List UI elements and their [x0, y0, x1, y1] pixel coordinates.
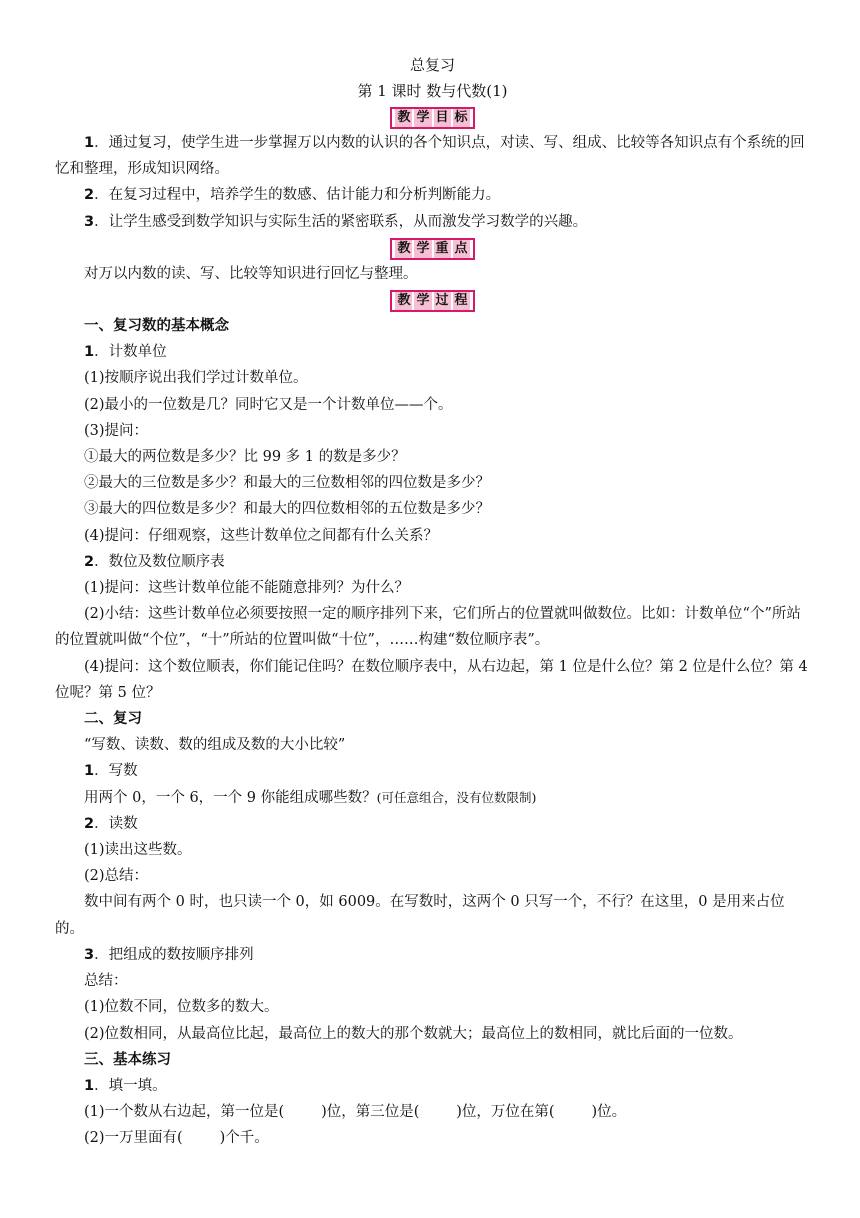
subsection-label: ．数位及数位顺序表 [94, 553, 225, 570]
write-task: 用两个 0，一个 6，一个 9 你能组成哪些数？ [84, 789, 377, 806]
badge-char: 过 [435, 293, 449, 309]
objective-text: ．通过复习，使学生进一步掌握万以内数的认识的各个知识点，对读、写、组成、比较等各知识点有个系统的回忆和整理，形成知识网络。 [55, 135, 805, 178]
subsection-heading [55, 758, 810, 784]
subsection-heading [55, 1073, 810, 1099]
subsection-number: 1 [84, 763, 95, 780]
text-paragraph: (2)小结：这些计数单位必须要按照一定的顺序排列下来，它们所占的位置就叫做数位。比如：计数单位“个”所站的位置就叫做“个位”，“十”所站的位置叫做“十位”，……构建“数位顺序表”。 [55, 606, 801, 649]
subsection-heading [55, 811, 810, 837]
subsection-label: ．把组成的数按顺序排列 [94, 946, 254, 963]
key-points-badge [390, 238, 474, 260]
text-line: (1)按顺序说出我们学过计数单位。 [84, 370, 308, 387]
text-line: (1)读出这些数。 [84, 842, 192, 859]
process-badge-row [55, 287, 810, 313]
badge-char: 重 [435, 240, 449, 256]
text-line [55, 785, 810, 811]
subsection-number: 1 [84, 344, 95, 361]
text-line: (2)最小的一位数是几？同时它又是一个计数单位——个。 [84, 396, 453, 413]
key-point-text: 对万以内数的读、写、比较等知识进行回忆与整理。 [84, 265, 418, 282]
badge-char: 学 [416, 110, 430, 125]
badge-char: 教 [397, 110, 411, 125]
objective-number: 3 [84, 213, 95, 230]
subsection-label: ．填一填。 [94, 1077, 167, 1094]
text-line: ②最大的三位数是多少？和最大的三位数相邻的四位数是多少？ [84, 475, 490, 492]
badge-char: 学 [416, 240, 430, 256]
text-line: ①最大的两位数是多少？比 99 多 1 的数是多少？ [84, 449, 406, 466]
subsection-label: ．读数 [94, 815, 138, 832]
text-line: (1)一个数从右边起，第一位是( )位，第三位是( )位，万位在第( )位。 [84, 1104, 627, 1121]
topic-line: “写数、读数、数的组成及数的大小比较” [84, 737, 346, 754]
key-points-badge-row [55, 235, 810, 261]
badge-char: 学 [416, 293, 430, 309]
subsection-label: ．写数 [94, 763, 138, 780]
lesson-subtitle: 第 1 课时 数与代数(1) [357, 82, 508, 100]
write-note: (可任意组合，没有位数限制) [376, 789, 537, 805]
text-line: (2)总结： [84, 868, 149, 885]
process-badge [390, 290, 474, 312]
page-title: 总复习 [409, 56, 455, 74]
subsection-label: ．计数单位 [94, 344, 167, 361]
text-line: (4)提问：仔细观察，这些计数单位之间都有什么关系？ [84, 527, 439, 544]
subsection-heading [55, 549, 810, 575]
badge-char: 教 [397, 293, 411, 309]
section-heading: 三、基本练习 [84, 1051, 171, 1068]
text-line: 总结： [84, 973, 128, 990]
text-line: ③最大的四位数是多少？和最大的四位数相邻的五位数是多少？ [84, 501, 490, 518]
objective-number: 1 [84, 135, 95, 151]
subsection-heading [55, 339, 810, 365]
objectives-badge [390, 107, 474, 129]
subsection-number: 3 [84, 946, 95, 963]
objectives-badge-row [55, 104, 810, 130]
text-paragraph: 数中间有两个 0 时，也只读一个 0，如 6009。在写数时，这两个 0 只写一个，不行？在这里，0 是用来占位的。 [55, 894, 785, 937]
badge-char: 目 [435, 110, 449, 125]
objective-text: ．在复习过程中，培养学生的数感、估计能力和分析判断能力。 [94, 187, 501, 204]
text-paragraph: (4)提问：这个数位顺表，你们能记住吗？在数位顺序表中，从右边起，第 1 位是什么位？第 2 位是什么位？第 4 位呢？第 5 位？ [55, 658, 808, 701]
badge-char: 教 [397, 240, 411, 256]
objective-item [55, 182, 810, 208]
objective-item [55, 130, 810, 182]
text-line: (2)一万里面有( )个千。 [84, 1130, 269, 1147]
document-page [55, 52, 810, 1152]
subsection-heading [55, 942, 810, 968]
text-line: (3)提问： [84, 422, 149, 439]
subsection-number: 2 [84, 815, 95, 832]
badge-char: 标 [454, 110, 468, 125]
section-heading: 一、复习数的基本概念 [84, 318, 229, 335]
section-heading: 二、复习 [84, 711, 142, 728]
objective-number: 2 [84, 187, 95, 204]
text-line: (2)位数相同，从最高位比起，最高位上的数大的那个数就大；最高位上的数相同，就比后面的一位数。 [84, 1025, 743, 1042]
text-line: (1)位数不同，位数多的数大。 [84, 999, 279, 1016]
badge-char: 点 [454, 240, 468, 256]
subsection-number: 2 [84, 553, 95, 570]
subsection-number: 1 [84, 1077, 95, 1094]
objective-text: ．让学生感受到数学知识与实际生活的紧密联系，从而激发学习数学的兴趣。 [94, 213, 588, 230]
text-line: (1)提问：这些计数单位能不能随意排列？为什么？ [84, 580, 410, 597]
objective-item [55, 209, 810, 235]
badge-char: 程 [454, 293, 468, 309]
